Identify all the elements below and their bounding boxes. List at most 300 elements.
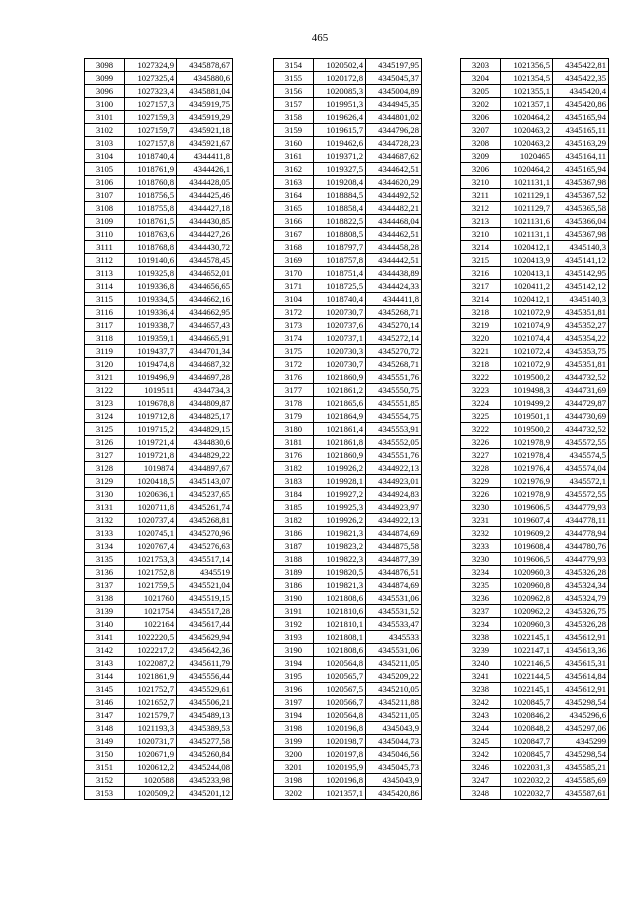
point-number-cell: 3120: [85, 358, 125, 371]
point-number-cell: 3151: [85, 761, 125, 774]
point-number-cell: 3231: [461, 514, 501, 527]
point-number-cell: 3178: [274, 397, 314, 410]
point-number-cell: 3213: [461, 215, 501, 228]
table-row: [274, 163, 422, 176]
y-coordinate-cell: 4345574,5: [553, 449, 609, 462]
y-coordinate-cell: 4345551,76: [366, 371, 422, 384]
x-coordinate-cell: 1021074,9: [501, 319, 553, 332]
table-row: [85, 345, 233, 358]
y-coordinate-cell: 4344578,45: [177, 254, 233, 267]
point-number-cell: 3147: [85, 709, 125, 722]
x-coordinate-cell: 1020567,5: [314, 683, 366, 696]
point-number-cell: 3194: [274, 657, 314, 670]
y-coordinate-cell: 4345209,22: [366, 670, 422, 683]
table-row: [274, 436, 422, 449]
point-number-cell: 3102: [85, 124, 125, 137]
table-row: [85, 384, 233, 397]
x-coordinate-cell: 1018751,4: [314, 267, 366, 280]
point-number-cell: 3173: [274, 319, 314, 332]
table-row: [461, 436, 609, 449]
point-number-cell: 3222: [461, 371, 501, 384]
x-coordinate-cell: 1021810,6: [314, 605, 366, 618]
y-coordinate-cell: 4345613,36: [553, 644, 609, 657]
point-number-cell: 3181: [274, 436, 314, 449]
x-coordinate-cell: 1027323,4: [125, 85, 177, 98]
y-coordinate-cell: 4345268,81: [177, 514, 233, 527]
table-row: [85, 319, 233, 332]
table-row: [461, 709, 609, 722]
y-coordinate-cell: 4345642,36: [177, 644, 233, 657]
y-coordinate-cell: 4345261,74: [177, 501, 233, 514]
point-number-cell: 3154: [274, 59, 314, 72]
y-coordinate-cell: 4345352,27: [553, 319, 609, 332]
point-number-cell: 3142: [85, 644, 125, 657]
x-coordinate-cell: 1020463,2: [501, 137, 553, 150]
y-coordinate-cell: 4344829,22: [177, 449, 233, 462]
x-coordinate-cell: 1019926,2: [314, 462, 366, 475]
y-coordinate-cell: 4344728,23: [366, 137, 422, 150]
point-number-cell: 3203: [461, 59, 501, 72]
y-coordinate-cell: 4345326,28: [553, 566, 609, 579]
table-row: [85, 215, 233, 228]
y-coordinate-cell: 4345389,53: [177, 722, 233, 735]
x-coordinate-cell: 1021808,6: [314, 644, 366, 657]
point-number-cell: 3191: [274, 605, 314, 618]
y-coordinate-cell: 4345517,28: [177, 605, 233, 618]
x-coordinate-cell: 1018763,6: [125, 228, 177, 241]
x-coordinate-cell: 1019501,1: [501, 410, 553, 423]
x-coordinate-cell: 1020411,2: [501, 280, 553, 293]
point-number-cell: 3244: [461, 722, 501, 735]
point-number-cell: 3248: [461, 787, 501, 800]
point-number-cell: 3156: [274, 85, 314, 98]
y-coordinate-cell: 4345366,04: [553, 215, 609, 228]
x-coordinate-cell: 1019462,6: [314, 137, 366, 150]
table-row: [461, 215, 609, 228]
x-coordinate-cell: 1020960,3: [501, 618, 553, 631]
table-row: [274, 176, 422, 189]
table-row: [85, 72, 233, 85]
point-number-cell: 3168: [274, 241, 314, 254]
coordinates-table-3: [460, 58, 609, 800]
table-row: [461, 475, 609, 488]
x-coordinate-cell: 1021978,4: [501, 449, 553, 462]
point-number-cell: 3190: [274, 644, 314, 657]
table-row: [85, 722, 233, 735]
x-coordinate-cell: 1027325,4: [125, 72, 177, 85]
y-coordinate-cell: 4345045,37: [366, 72, 422, 85]
table-row: [274, 124, 422, 137]
y-coordinate-cell: 4344825,17: [177, 410, 233, 423]
table-row: [274, 241, 422, 254]
point-number-cell: 3240: [461, 657, 501, 670]
point-number-cell: 3112: [85, 254, 125, 267]
point-number-cell: 3237: [461, 605, 501, 618]
point-number-cell: 3136: [85, 566, 125, 579]
y-coordinate-cell: 4345612,91: [553, 683, 609, 696]
point-number-cell: 3228: [461, 462, 501, 475]
y-coordinate-cell: 4345552,05: [366, 436, 422, 449]
point-number-cell: 3176: [274, 371, 314, 384]
x-coordinate-cell: 1019823,2: [314, 540, 366, 553]
point-number-cell: 3122: [85, 384, 125, 397]
x-coordinate-cell: 1019609,2: [501, 527, 553, 540]
x-coordinate-cell: 1020960,8: [501, 579, 553, 592]
table-row: [85, 202, 233, 215]
y-coordinate-cell: 4344778,94: [553, 527, 609, 540]
y-coordinate-cell: 4344729,87: [553, 397, 609, 410]
y-coordinate-cell: 4344430,72: [177, 241, 233, 254]
point-number-cell: 3194: [274, 709, 314, 722]
y-coordinate-cell: 4344875,58: [366, 540, 422, 553]
point-number-cell: 3157: [274, 98, 314, 111]
y-coordinate-cell: 4345572,55: [553, 436, 609, 449]
x-coordinate-cell: 1021978,9: [501, 488, 553, 501]
y-coordinate-cell: 4344430,85: [177, 215, 233, 228]
point-number-cell: 3165: [274, 202, 314, 215]
y-coordinate-cell: 4345574,04: [553, 462, 609, 475]
table-row: [85, 332, 233, 345]
point-number-cell: 3214: [461, 241, 501, 254]
x-coordinate-cell: 1019712,8: [125, 410, 177, 423]
x-coordinate-cell: 1020565,7: [314, 670, 366, 683]
point-number-cell: 3227: [461, 449, 501, 462]
table-row: [85, 176, 233, 189]
x-coordinate-cell: 1020412,1: [501, 293, 553, 306]
x-coordinate-cell: 1021357,1: [501, 98, 553, 111]
x-coordinate-cell: 1020195,9: [314, 761, 366, 774]
table-row: [85, 579, 233, 592]
y-coordinate-cell: 4344897,67: [177, 462, 233, 475]
point-number-cell: 3202: [461, 98, 501, 111]
y-coordinate-cell: 4345044,73: [366, 735, 422, 748]
table-row: [85, 696, 233, 709]
table-row: [274, 748, 422, 761]
point-number-cell: 3121: [85, 371, 125, 384]
point-number-cell: 3109: [85, 215, 125, 228]
y-coordinate-cell: 4345326,75: [553, 605, 609, 618]
x-coordinate-cell: 1019626,4: [314, 111, 366, 124]
y-coordinate-cell: 4345004,89: [366, 85, 422, 98]
point-number-cell: 3238: [461, 683, 501, 696]
point-number-cell: 3108: [85, 202, 125, 215]
x-coordinate-cell: 1021754: [125, 605, 177, 618]
y-coordinate-cell: 4344428,05: [177, 176, 233, 189]
point-number-cell: 3134: [85, 540, 125, 553]
x-coordinate-cell: 1018756,5: [125, 189, 177, 202]
table-row: [85, 358, 233, 371]
point-number-cell: 3099: [85, 72, 125, 85]
point-number-cell: 3111: [85, 241, 125, 254]
y-coordinate-cell: 4345326,28: [553, 618, 609, 631]
table-row: [85, 540, 233, 553]
point-number-cell: 3101: [85, 111, 125, 124]
x-coordinate-cell: 1021354,5: [501, 72, 553, 85]
x-coordinate-cell: 1021193,3: [125, 722, 177, 735]
y-coordinate-cell: 4344778,11: [553, 514, 609, 527]
point-number-cell: 3183: [274, 475, 314, 488]
y-coordinate-cell: 4345353,75: [553, 345, 609, 358]
table-row: [85, 267, 233, 280]
x-coordinate-cell: 1019496,9: [125, 371, 177, 384]
point-number-cell: 3143: [85, 657, 125, 670]
point-number-cell: 3210: [461, 176, 501, 189]
table-row: [274, 215, 422, 228]
x-coordinate-cell: 1020196,8: [314, 722, 366, 735]
table-row: [85, 709, 233, 722]
x-coordinate-cell: 1021760: [125, 592, 177, 605]
x-coordinate-cell: 1020196,8: [314, 774, 366, 787]
x-coordinate-cell: 1020464,2: [501, 163, 553, 176]
point-number-cell: 3242: [461, 696, 501, 709]
point-number-cell: 3174: [274, 332, 314, 345]
y-coordinate-cell: 4344780,76: [553, 540, 609, 553]
table-row: [461, 696, 609, 709]
table-row: [461, 345, 609, 358]
point-number-cell: 3138: [85, 592, 125, 605]
table-row: [461, 657, 609, 670]
point-number-cell: 3172: [274, 306, 314, 319]
x-coordinate-cell: 1021072,4: [501, 345, 553, 358]
x-coordinate-cell: 1022145,1: [501, 631, 553, 644]
y-coordinate-cell: 4345521,04: [177, 579, 233, 592]
point-number-cell: 3170: [274, 267, 314, 280]
y-coordinate-cell: 4344492,52: [366, 189, 422, 202]
y-coordinate-cell: 4345919,29: [177, 111, 233, 124]
table-row: [85, 553, 233, 566]
y-coordinate-cell: 4345921,67: [177, 137, 233, 150]
point-number-cell: 3196: [274, 683, 314, 696]
y-coordinate-cell: 4344874,69: [366, 579, 422, 592]
point-number-cell: 3238: [461, 631, 501, 644]
table-row: [461, 72, 609, 85]
point-number-cell: 3141: [85, 631, 125, 644]
point-number-cell: 3224: [461, 397, 501, 410]
point-number-cell: 3145: [85, 683, 125, 696]
x-coordinate-cell: 1020413,1: [501, 267, 553, 280]
table-row: [461, 371, 609, 384]
point-number-cell: 3226: [461, 436, 501, 449]
point-number-cell: 3233: [461, 540, 501, 553]
x-coordinate-cell: 1019208,4: [314, 176, 366, 189]
table-row: [85, 410, 233, 423]
table-row: [461, 683, 609, 696]
table-row: [461, 293, 609, 306]
x-coordinate-cell: 1020412,1: [501, 241, 553, 254]
table-row: [274, 137, 422, 150]
y-coordinate-cell: 4345351,81: [553, 306, 609, 319]
point-number-cell: 3098: [85, 59, 125, 72]
x-coordinate-cell: 1019927,2: [314, 488, 366, 501]
point-number-cell: 3144: [85, 670, 125, 683]
y-coordinate-cell: 4344642,51: [366, 163, 422, 176]
table-row: [274, 111, 422, 124]
table-row: [461, 527, 609, 540]
point-number-cell: 3152: [85, 774, 125, 787]
x-coordinate-cell: 1021131,1: [501, 176, 553, 189]
y-coordinate-cell: 4345163,29: [553, 137, 609, 150]
point-number-cell: 3204: [461, 72, 501, 85]
table-row: [461, 761, 609, 774]
y-coordinate-cell: 4344657,43: [177, 319, 233, 332]
point-number-cell: 3139: [85, 605, 125, 618]
x-coordinate-cell: 1019334,5: [125, 293, 177, 306]
point-number-cell: 3226: [461, 488, 501, 501]
table-row: [461, 163, 609, 176]
point-number-cell: 3160: [274, 137, 314, 150]
table-row: [85, 605, 233, 618]
y-coordinate-cell: 4344411,8: [366, 293, 422, 306]
point-number-cell: 3230: [461, 501, 501, 514]
x-coordinate-cell: 1018797,7: [314, 241, 366, 254]
point-number-cell: 3176: [274, 449, 314, 462]
y-coordinate-cell: 4345142,12: [553, 280, 609, 293]
x-coordinate-cell: 1020612,2: [125, 761, 177, 774]
y-coordinate-cell: 4345612,91: [553, 631, 609, 644]
point-number-cell: 3219: [461, 319, 501, 332]
table-row: [461, 85, 609, 98]
table-row: [461, 553, 609, 566]
point-number-cell: 3245: [461, 735, 501, 748]
table-row: [461, 150, 609, 163]
y-coordinate-cell: 4345324,34: [553, 579, 609, 592]
x-coordinate-cell: 1019336,4: [125, 306, 177, 319]
x-coordinate-cell: 1020737,4: [125, 514, 177, 527]
point-number-cell: 3186: [274, 579, 314, 592]
point-number-cell: 3114: [85, 280, 125, 293]
y-coordinate-cell: 4345585,69: [553, 774, 609, 787]
x-coordinate-cell: 1020731,7: [125, 735, 177, 748]
x-coordinate-cell: 1021074,4: [501, 332, 553, 345]
point-number-cell: 3197: [274, 696, 314, 709]
table-row: [274, 59, 422, 72]
table-row: [461, 462, 609, 475]
point-number-cell: 3172: [274, 358, 314, 371]
point-number-cell: 3192: [274, 618, 314, 631]
table-row: [85, 761, 233, 774]
x-coordinate-cell: 1018725,5: [314, 280, 366, 293]
x-coordinate-cell: 1020172,8: [314, 72, 366, 85]
point-number-cell: 3163: [274, 176, 314, 189]
point-number-cell: 3184: [274, 488, 314, 501]
y-coordinate-cell: 4344442,51: [366, 254, 422, 267]
x-coordinate-cell: 1019821,3: [314, 579, 366, 592]
point-number-cell: 3158: [274, 111, 314, 124]
x-coordinate-cell: 1019500,2: [501, 371, 553, 384]
point-number-cell: 3212: [461, 202, 501, 215]
y-coordinate-cell: 4345272,14: [366, 332, 422, 345]
point-number-cell: 3110: [85, 228, 125, 241]
x-coordinate-cell: 1027157,8: [125, 137, 177, 150]
table-row: [274, 605, 422, 618]
point-number-cell: 3166: [274, 215, 314, 228]
point-number-cell: 3180: [274, 423, 314, 436]
y-coordinate-cell: 4345165,94: [553, 163, 609, 176]
y-coordinate-cell: 4345268,71: [366, 306, 422, 319]
y-coordinate-cell: 4345629,94: [177, 631, 233, 644]
y-coordinate-cell: 4344809,87: [177, 397, 233, 410]
table-row: [274, 306, 422, 319]
y-coordinate-cell: 4345554,75: [366, 410, 422, 423]
point-number-cell: 3236: [461, 592, 501, 605]
table-row: [461, 748, 609, 761]
x-coordinate-cell: 1021864,9: [314, 410, 366, 423]
y-coordinate-cell: 4345420,4: [553, 85, 609, 98]
table-row: [274, 488, 422, 501]
point-number-cell: 3235: [461, 579, 501, 592]
table-row: [85, 514, 233, 527]
y-coordinate-cell: 4345298,54: [553, 696, 609, 709]
y-coordinate-cell: 4344923,97: [366, 501, 422, 514]
point-number-cell: 3229: [461, 475, 501, 488]
point-number-cell: 3125: [85, 423, 125, 436]
y-coordinate-cell: 4345517,14: [177, 553, 233, 566]
y-coordinate-cell: 4344801,02: [366, 111, 422, 124]
x-coordinate-cell: 1022032,7: [501, 787, 553, 800]
table-row: [461, 111, 609, 124]
x-coordinate-cell: 1019336,8: [125, 280, 177, 293]
y-coordinate-cell: 4345297,06: [553, 722, 609, 735]
x-coordinate-cell: 1018858,4: [314, 202, 366, 215]
y-coordinate-cell: 4345367,52: [553, 189, 609, 202]
point-number-cell: 3206: [461, 111, 501, 124]
y-coordinate-cell: 4344662,16: [177, 293, 233, 306]
y-coordinate-cell: 4345422,81: [553, 59, 609, 72]
y-coordinate-cell: 4345165,94: [553, 111, 609, 124]
point-number-cell: 3220: [461, 332, 501, 345]
coordinates-table-2: [273, 58, 422, 800]
table-row: [85, 137, 233, 150]
y-coordinate-cell: 4345365,58: [553, 202, 609, 215]
y-coordinate-cell: 4344438,89: [366, 267, 422, 280]
table-row: [274, 98, 422, 111]
y-coordinate-cell: 4345367,98: [553, 228, 609, 241]
x-coordinate-cell: 1018808,5: [314, 228, 366, 241]
x-coordinate-cell: 1019140,6: [125, 254, 177, 267]
y-coordinate-cell: 4344687,32: [177, 358, 233, 371]
point-number-cell: 3239: [461, 644, 501, 657]
table-row: [274, 319, 422, 332]
x-coordinate-cell: 1022217,2: [125, 644, 177, 657]
point-number-cell: 3232: [461, 527, 501, 540]
table-row: [274, 761, 422, 774]
y-coordinate-cell: 4345506,21: [177, 696, 233, 709]
y-coordinate-cell: 4344482,21: [366, 202, 422, 215]
table-row: [274, 631, 422, 644]
table-row: [274, 267, 422, 280]
table-row: [274, 683, 422, 696]
y-coordinate-cell: 4345276,63: [177, 540, 233, 553]
table-row: [461, 605, 609, 618]
table-row: [274, 774, 422, 787]
table-row: [85, 436, 233, 449]
table-row: [85, 124, 233, 137]
table-row: [461, 423, 609, 436]
x-coordinate-cell: 1027324,9: [125, 59, 177, 72]
y-coordinate-cell: 4345614,84: [553, 670, 609, 683]
x-coordinate-cell: 1019608,4: [501, 540, 553, 553]
y-coordinate-cell: 4345165,11: [553, 124, 609, 137]
y-coordinate-cell: 4344652,01: [177, 267, 233, 280]
table-row: [274, 527, 422, 540]
table-row: [461, 319, 609, 332]
y-coordinate-cell: 4345324,79: [553, 592, 609, 605]
x-coordinate-cell: 1021860,9: [314, 449, 366, 462]
point-number-cell: 3230: [461, 553, 501, 566]
x-coordinate-cell: 1021861,2: [314, 384, 366, 397]
x-coordinate-cell: 1020197,8: [314, 748, 366, 761]
x-coordinate-cell: 1020730,7: [314, 358, 366, 371]
